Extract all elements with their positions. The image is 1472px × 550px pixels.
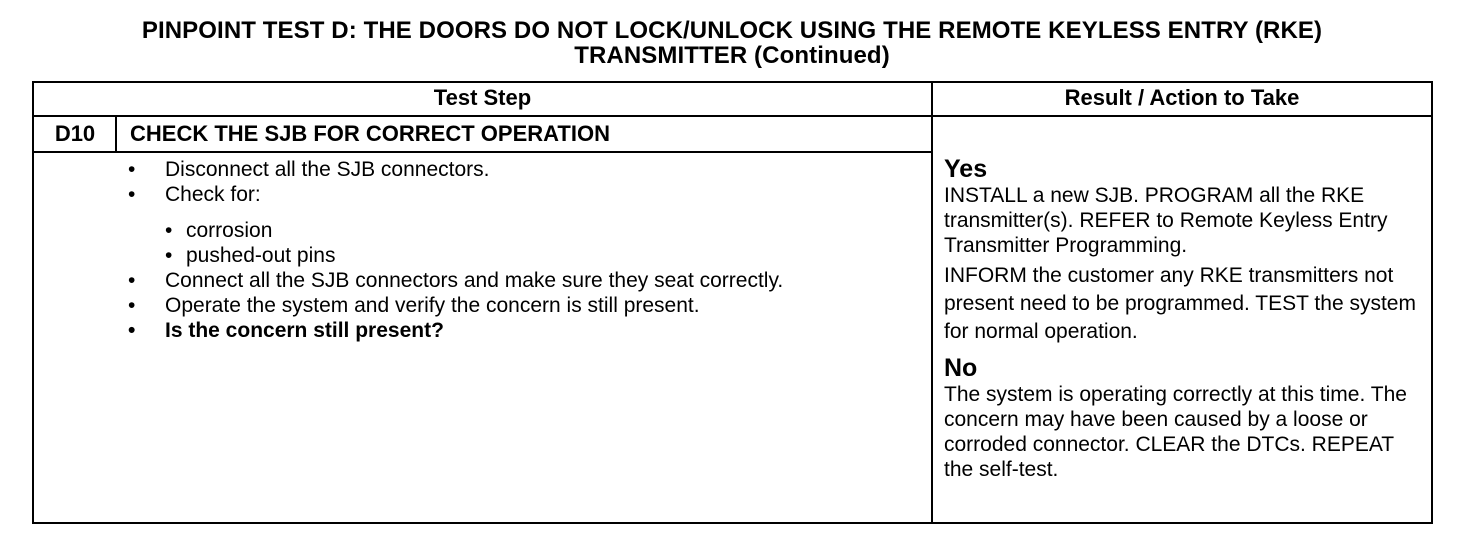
bullet: •: [128, 183, 136, 206]
header-test-step: Test Step: [433, 85, 532, 110]
result-yes-label: Yes: [944, 155, 988, 183]
title-line-1: PINPOINT TEST D: THE DOORS DO NOT LOCK/UNLOCK USING THE REMOTE KEYLESS ENTRY (RKE): [141, 17, 1323, 44]
instruction-text: Connect all the SJB connectors and make sure they seat correctly.: [165, 269, 784, 292]
bullet: •: [128, 158, 136, 181]
column-divider: [931, 81, 933, 524]
header-divider: [32, 115, 1433, 117]
result-no-text: The system is operating correctly at this time. The concern may have been caused by a loose or corroded connector. CLEAR the DTCs. REPEAT the self-test.: [944, 383, 1407, 481]
page-title: [0, 18, 1464, 68]
bullet: •: [128, 319, 136, 342]
instruction-item: [128, 182, 923, 207]
instruction-text: Check for:: [165, 183, 261, 206]
bullet: •: [128, 269, 136, 292]
sub-bullet: •: [165, 244, 173, 267]
instruction-item: [128, 268, 923, 293]
result-yes-text-2: INFORM the customer any RKE transmitters not present need to be programmed. TEST the system for normal operation.: [944, 264, 1416, 343]
question-text: Is the concern still present?: [165, 319, 444, 342]
sub-item-text: pushed-out pins: [186, 244, 336, 267]
sub-bullet: •: [165, 219, 173, 242]
step-id: D10: [54, 121, 96, 146]
instruction-item: [128, 293, 923, 318]
bullet: •: [128, 294, 136, 317]
result-actions: [944, 155, 1426, 482]
step-title-divider: [32, 151, 933, 153]
step-instructions: [128, 157, 923, 343]
instruction-item: [128, 157, 923, 182]
title-line-2: TRANSMITTER (Continued): [574, 42, 890, 69]
result-no-label: No: [944, 354, 978, 382]
header-result-action: Result / Action to Take: [1064, 85, 1300, 110]
instruction-question: [128, 318, 923, 343]
instruction-text: Disconnect all the SJB connectors.: [165, 158, 490, 181]
sub-item-text: corrosion: [186, 219, 273, 242]
step-title: CHECK THE SJB FOR CORRECT OPERATION: [130, 121, 610, 146]
sub-item: [128, 243, 923, 268]
result-yes-text-1: INSTALL a new SJB. PROGRAM all the RKE transmitter(s). REFER to Remote Keyless Entry Transmitter Programming.: [944, 184, 1388, 257]
sub-item: [128, 218, 923, 243]
instruction-text: Operate the system and verify the concern is still present.: [165, 294, 700, 317]
